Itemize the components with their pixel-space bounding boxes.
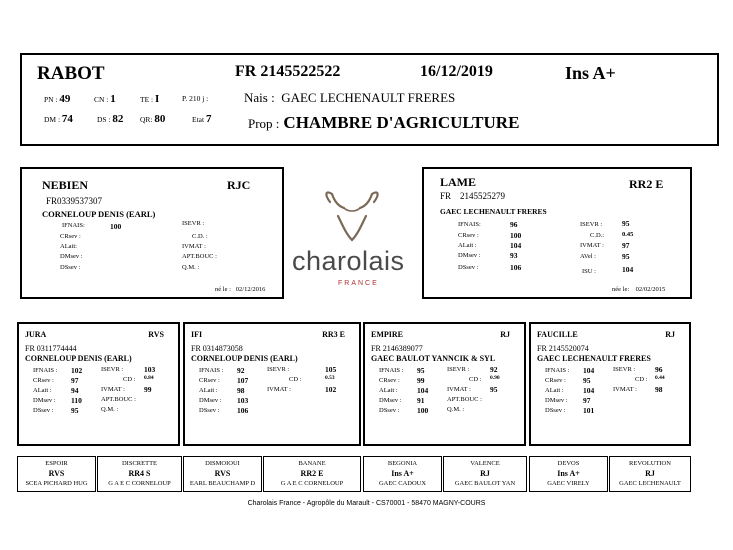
- dam-name: LAME: [440, 175, 476, 189]
- dam-stat-crsev: CRsev :: [458, 232, 479, 239]
- grandparent-stat-value: 94: [71, 386, 79, 395]
- grandparent-card: [183, 322, 361, 446]
- grandparent-stat-label: DMsev :: [545, 397, 568, 404]
- owner-line: Prop : CHAMBRE D'AGRICULTURE: [248, 113, 520, 132]
- grandparent-stat-value: 95: [417, 366, 425, 375]
- great-grandparent-rating: RJ: [480, 469, 490, 478]
- grandparent-stat-label: IFNAIS :: [545, 367, 570, 374]
- great-grandparent-cell: [183, 456, 262, 492]
- grandparent-stat-label: IFNAIS :: [199, 367, 224, 374]
- grandparent-stat-label: APT.BOUC :: [447, 396, 482, 403]
- dam-stat-avel-value: 95: [622, 252, 630, 261]
- grandparent-stat-value: 0.90: [490, 375, 500, 381]
- great-grandparent-rating: RR2 E: [300, 469, 324, 478]
- grandparent-card: [529, 322, 691, 446]
- grandparent-rating: RJ: [500, 330, 510, 339]
- grandparent-stat-label: DMsev :: [33, 397, 56, 404]
- great-grandparent-cell: [529, 456, 608, 492]
- great-grandparent-cell: [263, 456, 361, 492]
- animal-date: 16/12/2019: [420, 63, 493, 80]
- great-grandparent-name: VALENCE: [470, 460, 500, 467]
- great-grandparent-breeder: GAEC LECHENAULT: [619, 480, 681, 487]
- grandparent-name: IFI: [191, 330, 203, 339]
- great-grandparent-cell: [97, 456, 182, 492]
- stat-ds: DS : 82: [97, 113, 124, 125]
- dam-stat-cd: C.D.:: [590, 232, 605, 239]
- grandparent-stat-value: 97: [71, 376, 79, 385]
- great-grandparent-breeder: GAEC VIRELY: [547, 480, 590, 487]
- sire-breeder: CORNELOUP DENIS (EARL): [42, 209, 156, 219]
- grandparent-stat-label: CRsev :: [199, 377, 220, 384]
- dam-stat-isevr-value: 95: [622, 219, 630, 228]
- grandparent-stat-label: DSsev :: [33, 407, 54, 414]
- footer-address: Charolais France - Agropôle du Marault - CS70001 - 58470 MAGNY-COURS: [247, 500, 486, 507]
- sire-born: né le : 02/12/2016: [215, 286, 266, 293]
- stat-cn: CN : 1: [94, 93, 116, 105]
- animal-name: RABOT: [37, 63, 105, 84]
- grandparent-stat-label: ALait :: [33, 387, 52, 394]
- grandparent-stat-label: CD :: [289, 376, 302, 383]
- grandparent-stat-label: DMsev :: [379, 397, 402, 404]
- grandparent-stat-value: 103: [237, 396, 249, 405]
- great-grandparent-breeder: GAEC BAULOT YAN: [454, 480, 516, 487]
- stat-dm: DM : 74: [44, 113, 73, 125]
- grandparent-stat-value: 99: [144, 385, 152, 394]
- grandparent-stat-value: 101: [583, 406, 595, 415]
- grandparent-stat-value: 98: [237, 386, 245, 395]
- great-grandparent-rating: RVS: [48, 469, 65, 478]
- great-grandparent-breeder: EARL BEAUCHAMP D: [189, 480, 256, 487]
- great-grandparent-breeder: G A E C CORNELOUP: [280, 480, 344, 487]
- grandparent-rating: RJ: [665, 330, 675, 339]
- grandparent-id: FR 0311774444: [25, 344, 77, 353]
- grandparent-stat-label: IVMAT :: [101, 386, 125, 393]
- grandparent-stat-value: 100: [417, 406, 429, 415]
- grandparent-stat-label: CRsev :: [379, 377, 400, 384]
- sire-stat-dssev: DSsev :: [60, 264, 81, 271]
- great-grandparent-breeder: SCEA PICHARD HUG: [25, 480, 88, 487]
- grandparent-stat-label: APT.BOUC :: [101, 396, 136, 403]
- stat-te: TE : I: [140, 93, 160, 105]
- great-grandparent-name: DISMOIOUI: [205, 460, 240, 467]
- grandparent-stat-label: CD :: [123, 376, 136, 383]
- grandparent-stat-value: 91: [417, 396, 425, 405]
- great-grandparent-breeder: G A E C CORNELOUP: [108, 480, 171, 487]
- breeder-line: Nais : GAEC LECHENAULT FRERES: [244, 90, 456, 105]
- dam-stat-ifnais: IFNAIS:: [458, 221, 481, 228]
- grandparent-breeder: GAEC LECHENAULT FRERES: [537, 354, 651, 363]
- sire-stat-aptbouc: APT.BOUC :: [182, 253, 217, 260]
- grandparent-stat-label: DSsev :: [545, 407, 566, 414]
- great-grandparent-rating: RR4 S: [128, 469, 151, 478]
- grandparent-stat-value: 110: [71, 396, 82, 405]
- grandparent-stat-value: 0.84: [144, 375, 154, 381]
- grandparent-stat-label: ISEVR :: [447, 366, 470, 373]
- grandparent-rating: RR3 E: [322, 330, 345, 339]
- grandparent-stat-label: ALait :: [199, 387, 218, 394]
- grandparent-stat-label: Q.M. :: [447, 406, 465, 413]
- great-grandparent-cell: [443, 456, 527, 492]
- grandparent-stat-value: 104: [583, 386, 595, 395]
- great-grandparent-rating: RJ: [645, 469, 655, 478]
- dam-stat-alait-value: 104: [510, 241, 522, 250]
- grandparent-stat-value: 97: [583, 396, 591, 405]
- grandparent-stat-label: CRsev :: [545, 377, 566, 384]
- grandparent-stat-label: ISEVR :: [101, 366, 124, 373]
- grandparent-stat-value: 0.44: [655, 375, 665, 381]
- grandparent-stat-value: 98: [655, 385, 663, 394]
- great-grandparent-cell: [17, 456, 96, 492]
- dam-id: FR 2145525279: [440, 191, 506, 201]
- dam-stat-alait: ALait :: [458, 242, 477, 249]
- great-grandparent-rating: Ins A+: [557, 469, 580, 478]
- grandparent-stat-value: 92: [490, 365, 498, 374]
- grandparent-stat-label: DSsev :: [199, 407, 220, 414]
- grandparent-stat-label: ALait :: [545, 387, 564, 394]
- sire-stat-ivmat: IVMAT :: [182, 243, 206, 250]
- main-animal-card: [20, 53, 719, 146]
- charolais-logo: [288, 188, 416, 298]
- grandparent-stat-label: IVMAT :: [613, 386, 637, 393]
- logo-subtitle: FRANCE: [338, 280, 379, 287]
- stat-pn: PN : 49: [44, 93, 71, 105]
- stat-qr: QR: 80: [140, 113, 166, 125]
- grandparent-card: [363, 322, 526, 446]
- dam-card: [422, 167, 692, 299]
- dam-stat-dssev: DSsev :: [458, 264, 479, 271]
- dam-stat-isu: ISU :: [582, 268, 596, 275]
- grandparent-stat-value: 95: [490, 385, 498, 394]
- grandparent-stat-value: 0.53: [325, 375, 335, 381]
- great-grandparent-name: BANANE: [298, 460, 326, 467]
- grandparent-stat-label: CRsev :: [33, 377, 54, 384]
- great-grandparent-breeder: GAEC CADOUX: [378, 480, 427, 487]
- grandparent-card: [17, 322, 180, 446]
- grandparent-stat-label: IFNAIS :: [379, 367, 404, 374]
- grandparent-stat-label: ALait :: [379, 387, 398, 394]
- grandparent-breeder: GAEC BAULOT YANNCIK & SYL: [371, 354, 496, 363]
- stat-etat: Etat 7: [192, 113, 212, 125]
- dam-rating: RR2 E: [629, 177, 664, 191]
- grandparent-stat-value: 95: [583, 376, 591, 385]
- great-grandparent-rating: Ins A+: [391, 469, 414, 478]
- dam-stat-isu-value: 104: [622, 265, 634, 274]
- grandparent-stat-value: 96: [655, 365, 663, 374]
- grandparent-stat-value: 92: [237, 366, 245, 375]
- sire-rating: RJC: [227, 178, 251, 192]
- sire-stat-alait: ALait:: [60, 243, 77, 250]
- sire-stat-cd: C.D. :: [192, 233, 208, 240]
- grandparent-stat-label: ISEVR :: [267, 366, 290, 373]
- grandparent-stat-value: 106: [237, 406, 249, 415]
- grandparent-breeder: CORNELOUP DENIS (EARL): [25, 354, 132, 363]
- grandparent-name: JURA: [25, 330, 47, 339]
- great-grandparent-cell: [609, 456, 691, 492]
- great-grandparent-name: REVOLUTION: [629, 460, 671, 467]
- grandparent-stat-value: 107: [237, 376, 249, 385]
- great-grandparent-name: DISCRETTE: [121, 460, 158, 467]
- stat-p210: P. 210 j :: [182, 94, 209, 103]
- grandparent-stat-value: 103: [144, 365, 156, 374]
- great-grandparent-name: DEVOS: [557, 460, 580, 467]
- grandparent-name: FAUCILLE: [537, 330, 578, 339]
- sire-stat-isevr: ISEVR :: [182, 220, 205, 227]
- great-grandparent-name: BEGONIA: [387, 460, 418, 467]
- dam-born: née le: 02/02/2015: [612, 286, 666, 293]
- grandparent-rating: RVS: [148, 330, 164, 339]
- great-grandparent-name: ESPOIR: [45, 460, 68, 467]
- grandparent-stat-label: CD :: [469, 376, 482, 383]
- grandparent-stat-label: ISEVR :: [613, 366, 636, 373]
- grandparent-stat-label: DSsev :: [379, 407, 400, 414]
- bull-head-icon: [288, 188, 416, 248]
- grandparent-stat-value: 102: [325, 385, 337, 394]
- dam-stat-avel: AVel :: [580, 253, 596, 260]
- grandparent-id: FR 2145520074: [537, 344, 589, 353]
- dam-stat-isevr: ISEVR :: [580, 221, 603, 228]
- dam-stat-ifnais-value: 96: [510, 220, 518, 229]
- grandparent-stat-label: CD :: [635, 376, 648, 383]
- grandparent-name: EMPIRE: [371, 330, 403, 339]
- dam-breeder: GAEC LECHENAULT FRERES: [440, 207, 547, 216]
- dam-stat-cd-value: 0.45: [622, 231, 634, 238]
- sire-stat-qm: Q.M. :: [182, 264, 200, 271]
- animal-rating: Ins A+: [565, 63, 616, 83]
- animal-id: FR 2145522522: [235, 63, 341, 80]
- dam-stat-ivmat: IVMAT :: [580, 242, 604, 249]
- logo-wordmark: charolais: [292, 246, 405, 276]
- dam-stat-dmsev: DMsev :: [458, 252, 481, 259]
- grandparent-breeder: CORNELOUP DENIS (EARL): [191, 354, 298, 363]
- grandparent-id: FR 0314873058: [191, 344, 243, 353]
- grandparent-stat-label: IVMAT :: [267, 386, 291, 393]
- dam-stat-ivmat-value: 97: [622, 241, 630, 250]
- sire-id: FR0339537307: [46, 196, 103, 206]
- grandparent-stat-value: 99: [417, 376, 425, 385]
- grandparent-stat-value: 102: [71, 366, 83, 375]
- grandparent-stat-label: IVMAT :: [447, 386, 471, 393]
- dam-stat-dmsev-value: 93: [510, 251, 518, 260]
- sire-name: NEBIEN: [42, 178, 89, 192]
- great-grandparent-rating: RVS: [214, 469, 231, 478]
- grandparent-stat-value: 105: [325, 365, 337, 374]
- great-grandparent-cell: [363, 456, 442, 492]
- grandparent-id: FR 2146389077: [371, 344, 423, 353]
- grandparent-stat-label: IFNAIS :: [33, 367, 58, 374]
- sire-stat-ifnais: IFNAIS: 100: [62, 222, 122, 231]
- dam-stat-crsev-value: 100: [510, 231, 522, 240]
- grandparent-stat-label: Q.M. :: [101, 406, 119, 413]
- dam-stat-dssev-value: 106: [510, 263, 522, 272]
- grandparent-stat-value: 95: [71, 406, 79, 415]
- sire-stat-dmsev: DMsev :: [60, 253, 83, 260]
- grandparent-stat-label: DMsev :: [199, 397, 222, 404]
- grandparent-stat-value: 104: [583, 366, 595, 375]
- grandparent-stat-value: 104: [417, 386, 429, 395]
- sire-stat-crsev: CRsev :: [60, 233, 81, 240]
- sire-card: [20, 167, 284, 299]
